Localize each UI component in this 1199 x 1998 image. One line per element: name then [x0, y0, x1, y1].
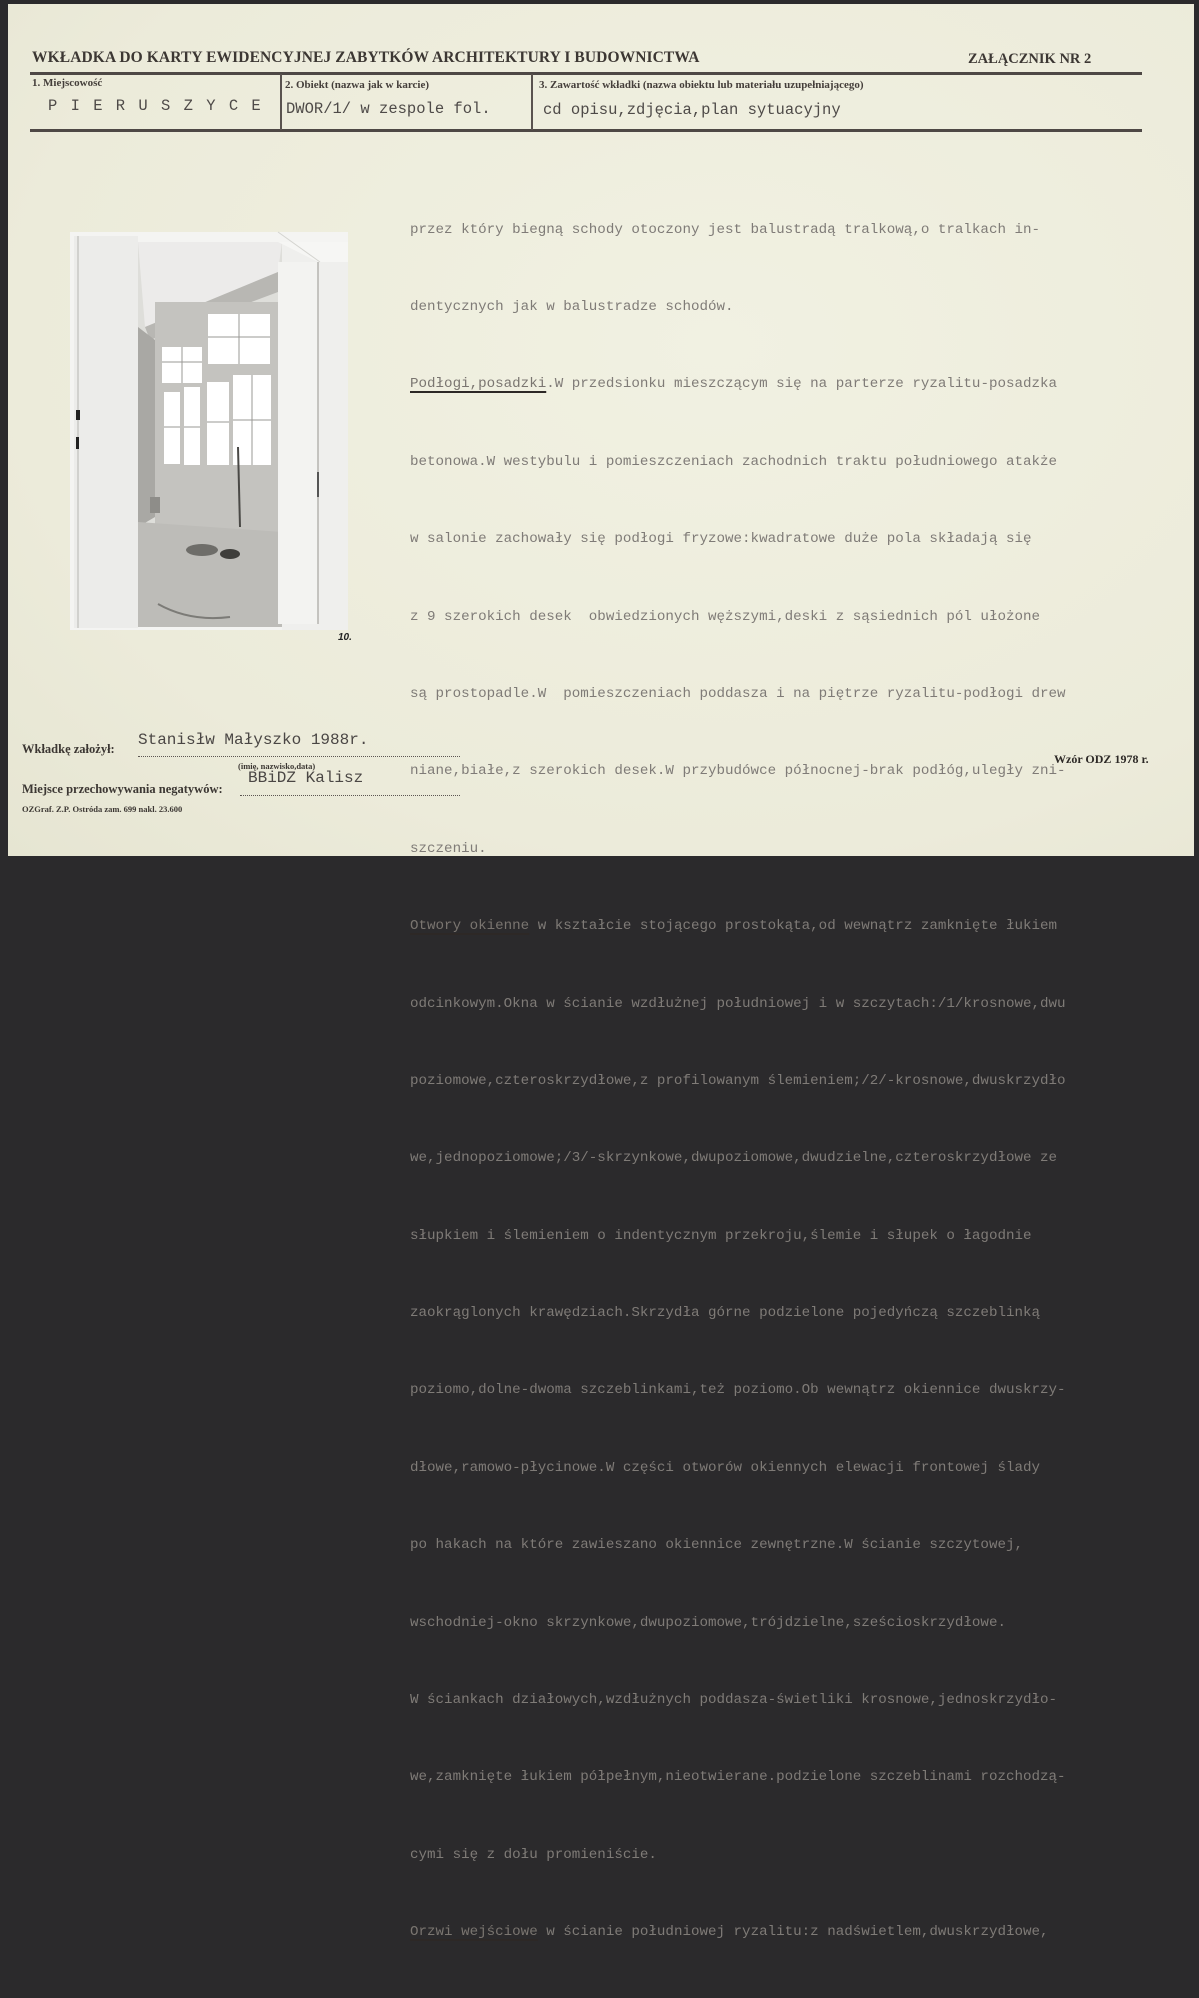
line-text: we,jednopoziomowe;/3/-skrzynkowe,dwupoziomowe,dwudzielne,czteroskrzydłowe ze — [410, 1150, 1058, 1167]
line-text: we,zamknięte łukiem półpełnym,nieotwierane.podzielone szczeblinami rozchodzą- — [410, 1769, 1066, 1786]
line-text: cymi się z dołu promieniście. — [410, 1846, 657, 1863]
line-text: w ścianie południowej ryzalitu:z nadświetlem,dwuskrzydłowe, — [537, 1924, 1049, 1941]
column-divider-1 — [280, 74, 282, 130]
line-text: betonowa.W westybulu i pomieszczeniach zachodnich traktu południowego atakże — [410, 453, 1058, 470]
locality-label: 1. Miejscowość — [32, 77, 103, 89]
line-text: odcinkowym.Okna w ścianie wzdłużnej południowej i w szczytach:/1/krosnowe,dwu — [410, 995, 1066, 1012]
text-line — [410, 295, 1190, 321]
negatives-label: Miejsce przechowywania negatywów: — [22, 782, 223, 796]
object-label: 2. Obiekt (nazwa jak w karcie) — [285, 79, 430, 91]
text-line — [410, 1688, 1190, 1714]
author-dotted-line — [138, 756, 460, 757]
template-version: Wzór ODZ 1978 r. — [1054, 752, 1149, 766]
content-label: 3. Zawartość wkładki (nazwa obiektu lub materiału uzupełniającego) — [539, 79, 864, 91]
author-value: Stanisłw Małyszko 1988r. — [138, 731, 369, 749]
section-heading-windows: Otwory okienne — [410, 918, 530, 935]
document-page — [8, 4, 1194, 1941]
object-value: DWOR/1/ w zespole fol. — [286, 100, 491, 118]
line-text: z 9 szerokich desek obwiedzionych węższymi,deski z sąsiednich pól ułożone — [410, 608, 1041, 625]
line-text: wschodniej-okno skrzynkowe,dwupoziomowe,trójdzielne,sześcioskrzydłowe. — [410, 1614, 1006, 1631]
locality-value: P I E R U S Z Y C E — [48, 97, 263, 115]
line-text: w kształcie stojącego prostokąta,od wewnątrz zamknięte łukiem — [529, 918, 1058, 935]
content-value: cd opisu,zdjęcia,plan sytuacyjny — [543, 101, 841, 119]
text-line — [410, 1920, 1190, 1946]
text-line — [410, 914, 1190, 940]
text-line — [410, 1378, 1190, 1404]
text-line — [410, 527, 1190, 553]
line-text: poziomowe,czteroskrzydłowe,z profilowanym ślemieniem;/2/-krosnowe,dwuskrzydło — [410, 1072, 1066, 1089]
line-text: W ściankach działowych,wzdłużnych poddasza-świetliki krosnowe,jednoskrzydło- — [410, 1692, 1058, 1709]
text-line — [410, 1765, 1190, 1791]
author-hint: (imię, nazwisko,data) — [238, 761, 316, 771]
line-text: po hakach na które zawieszano okiennice zewnętrzne.W ścianie szczytowej, — [410, 1537, 1023, 1554]
text-line — [410, 1301, 1190, 1327]
text-line — [410, 372, 1190, 398]
column-divider-2 — [531, 74, 533, 130]
section-heading-doors: Orzwi wejściowe — [410, 1924, 538, 1941]
line-text: są prostopadle.W pomieszczeniach poddasza i na piętrze ryzalitu-podłogi drew — [410, 685, 1066, 702]
section-heading-floors: Podłogi,posadzki — [410, 376, 547, 393]
line-text: słupkiem i ślemieniem o indentycznym przekroju,ślemie i słupek o łagodnie — [410, 1227, 1032, 1244]
form-title: WKŁADKA DO KARTY EWIDENCYJNEJ ZABYTKÓW ARCHITEKTURY I BUDOWNICTWA — [32, 49, 700, 66]
negatives-value: BBiDZ Kalisz — [248, 769, 364, 787]
description-text — [410, 166, 1190, 1998]
text-line — [410, 837, 1190, 863]
text-line — [410, 1224, 1190, 1250]
header-bottom-rule — [30, 129, 1142, 132]
line-text: przez który biegną schody otoczony jest balustradą tralkową,o tralkach in- — [410, 221, 1041, 238]
text-line — [410, 992, 1190, 1018]
line-text: dentycznych jak w balustradze schodów. — [410, 298, 734, 315]
line-text: niane,białe,z szerokich desek.W przybudówce północnej-brak podłóg,uległy zni- — [410, 763, 1066, 780]
text-line — [410, 1456, 1190, 1482]
text-line — [410, 1611, 1190, 1637]
text-line — [410, 1069, 1190, 1095]
printer-info: OZGraf. Z.P. Ostróda zam. 699 nakl. 23.600 — [22, 804, 183, 814]
author-label: Wkładkę założył: — [22, 742, 115, 756]
line-text: zaokrąglonych krawędziach.Skrzydła górne podzielone pojedyńczą szczeblinką — [410, 1305, 1041, 1322]
photo-number: 10. — [338, 632, 352, 643]
text-line — [410, 218, 1190, 244]
text-line — [410, 450, 1190, 476]
interior-photo — [70, 232, 348, 630]
negatives-dotted-line — [240, 795, 460, 796]
header-top-rule — [30, 72, 1142, 75]
annex-label: ZAŁĄCZNIK NR 2 — [968, 51, 1092, 67]
line-text: szczeniu. — [410, 840, 487, 857]
line-text: .W przedsionku mieszczącym się na parterze ryzalitu-posadzka — [546, 376, 1058, 393]
line-text: poziomo,dolne-dwoma szczeblinkami,też poziomo.Ob wewnątrz okiennice dwuskrzy- — [410, 1382, 1066, 1399]
text-line — [410, 1843, 1190, 1869]
text-line — [410, 605, 1190, 631]
line-text: dłowe,ramowo-płycinowe.W części otworów okiennych elewacji frontowej ślady — [410, 1459, 1041, 1476]
line-text: w salonie zachowały się podłogi fryzowe:kwadratowe duże pola składają się — [410, 531, 1032, 548]
text-line — [410, 682, 1190, 708]
text-line — [410, 1146, 1190, 1172]
text-line — [410, 1533, 1190, 1559]
